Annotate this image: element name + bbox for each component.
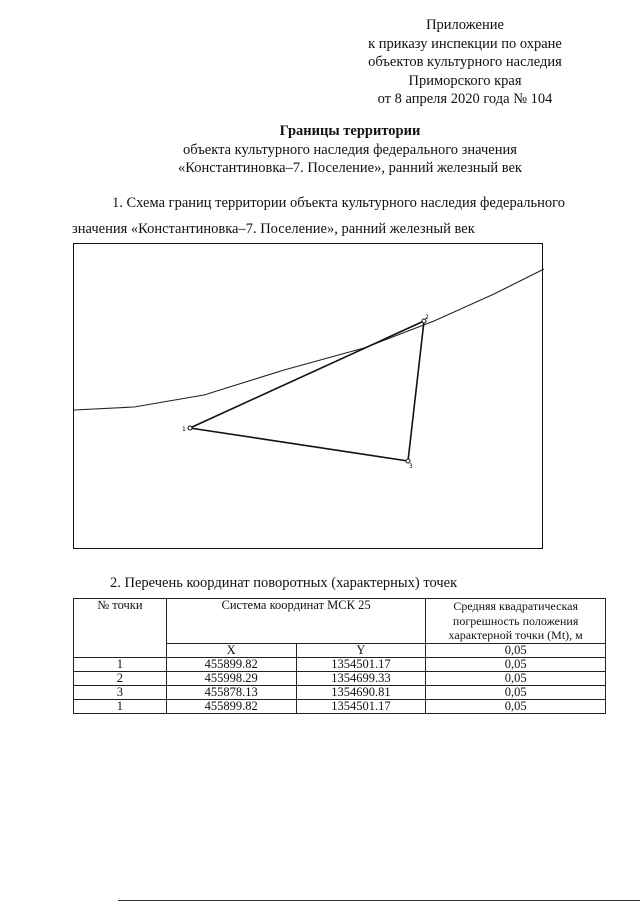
table-row [74,657,606,671]
cell-y: 1354501.17 [296,657,426,671]
header-x: X [166,643,296,657]
header-y: Y [296,643,426,657]
header-accuracy-line: погрешность положения [452,613,579,628]
appendix-block [330,16,600,109]
header-accuracy-line: Средняя квадратическая [453,599,578,613]
cell-y: 1354690.81 [296,685,426,699]
cell-mt: 0,05 [426,657,606,671]
bottom-divider [118,900,640,901]
table-row [74,685,606,699]
appendix-line: Приморского края [408,72,522,89]
table-header-row [74,599,606,644]
cell-x: 455899.82 [166,657,296,671]
title-line: объекта культурного наследия федерального значения [183,141,517,158]
header-system: Система координат МСК 25 [166,599,426,644]
cell-point: 2 [74,671,167,685]
appendix-date: от 8 апреля 2020 года № 104 [377,91,553,107]
header-accuracy-line: характерной точки (Mt), м [448,628,583,642]
cell-y: 1354699.33 [296,671,426,685]
cell-mt: 0,05 [426,685,606,699]
cell-point: 1 [74,699,167,713]
table-row [74,671,606,685]
section-1-text: значения «Константиновка–7. Поселение», ранний железный век [72,221,475,237]
scheme-drawing [74,244,544,550]
section-1-heading [72,190,602,242]
cell-point: 1 [74,657,167,671]
table-row [74,699,606,713]
road-line [74,269,544,410]
cell-point: 3 [74,685,167,699]
appendix-line: к приказу инспекции по охране [368,35,562,52]
appendix-line: объектов культурного наследия [368,54,562,70]
point-label-3: 3 [409,463,413,470]
document-title [60,122,640,178]
header-accuracy [426,599,606,644]
header-sub-accuracy: 0,05 [426,643,606,657]
point-label-1: 1 [182,426,186,433]
cell-y: 1354501.17 [296,699,426,713]
header-point: № точки [74,599,167,658]
title-line: «Константиновка–7. Поселение», ранний железный век [178,160,522,176]
boundary-triangle [190,321,424,461]
section-1-text: 1. Схема границ территории объекта культурного наследия федерального [112,195,565,211]
point-label-2: 2 [425,314,429,321]
cell-x: 455998.29 [166,671,296,685]
cell-mt: 0,05 [426,671,606,685]
boundary-point-1 [188,426,192,430]
cell-x: 455878.13 [166,685,296,699]
cell-mt: 0,05 [426,699,606,713]
cell-x: 455899.82 [166,699,296,713]
coordinates-table [73,598,606,714]
boundary-scheme [73,243,543,549]
appendix-line: Приложение [426,17,504,33]
section-2-heading: 2. Перечень координат поворотных (характерных) точек [110,575,458,591]
title-heading: Границы территории [279,123,421,139]
